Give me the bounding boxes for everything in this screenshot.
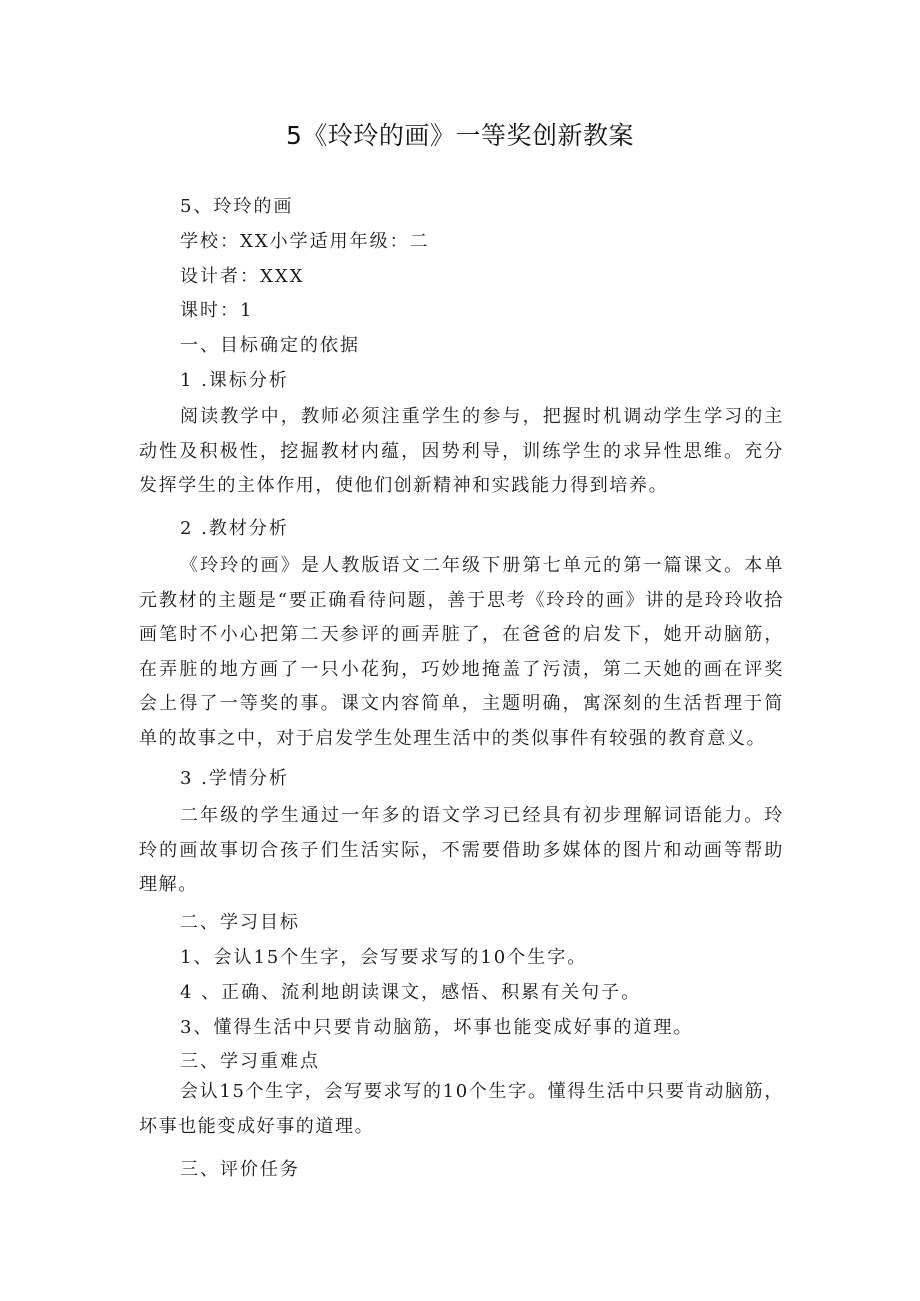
section3-heading: 三、学习重难点: [180, 1051, 320, 1072]
learning-goal-1: 1、会认15个生字，会写要求写的10个生字。: [180, 947, 588, 968]
section2-heading: 二、学习目标: [180, 912, 300, 933]
section4-heading: 三、评价任务: [180, 1159, 300, 1180]
periods-line: 课时：1: [180, 300, 254, 321]
key-points-paragraph: 会认15个生字，会写要求写的10个生字。懂得生活中只要肯动脑筋，坏事也能变成好事的道理。: [139, 1081, 784, 1137]
textbook-analysis-heading: 2 .教材分析: [180, 518, 289, 539]
school-line: 学校：XX小学适用年级：二: [180, 231, 430, 252]
student-analysis-paragraph: 二年级的学生通过一年多的语文学习已经具有初步理解词语能力。玲玲的画故事切合孩子们生活实际，不需要借助多媒体的图片和动画等帮助理解。: [139, 805, 784, 895]
designer-line: 设计者：XXX: [180, 266, 305, 287]
textbook-analysis-paragraph: 《玲玲的画》是人教版语文二年级下册第七单元的第一篇课文。本单元教材的主题是“要正确看待问题，善于思考《玲玲的画》讲的是玲玲收拾画笔时不小心把第二天参评的画弄脏了，在爸爸的启发下，她开动脑筋，在弄脏的地方画了一只小花狗，巧妙地掩盖了污渍，第二天她的画在评奖会上得了一等奖的事。课文内容简单，主题明确，寓深刻的生活哲理于简单的故事之中，对于启发学生处理生活中的类似事件有较强的教育意义。: [139, 555, 784, 749]
document-title: 5《玲玲的画》一等奖创新教案: [286, 121, 634, 150]
learning-goal-2: 4 、正确、流利地朗读课文，感悟、积累有关句子。: [180, 982, 642, 1003]
curriculum-analysis-heading: 1 .课标分析: [180, 370, 289, 391]
lesson-line: 5、玲玲的画: [180, 196, 294, 217]
student-analysis-heading: 3 .学情分析: [180, 768, 289, 789]
learning-goal-3: 3、懂得生活中只要肯动脑筋，坏事也能变成好事的道理。: [180, 1017, 694, 1038]
curriculum-analysis-paragraph: 阅读教学中，教师必须注重学生的参与，把握时机调动学生学习的主动性及积极性，挖掘教材内蕴，因势利导，训练学生的求异性思维。充分发挥学生的主体作用，使他们创新精神和实践能力得到培养。: [139, 406, 784, 496]
section1-heading: 一、目标确定的依据: [180, 335, 360, 356]
